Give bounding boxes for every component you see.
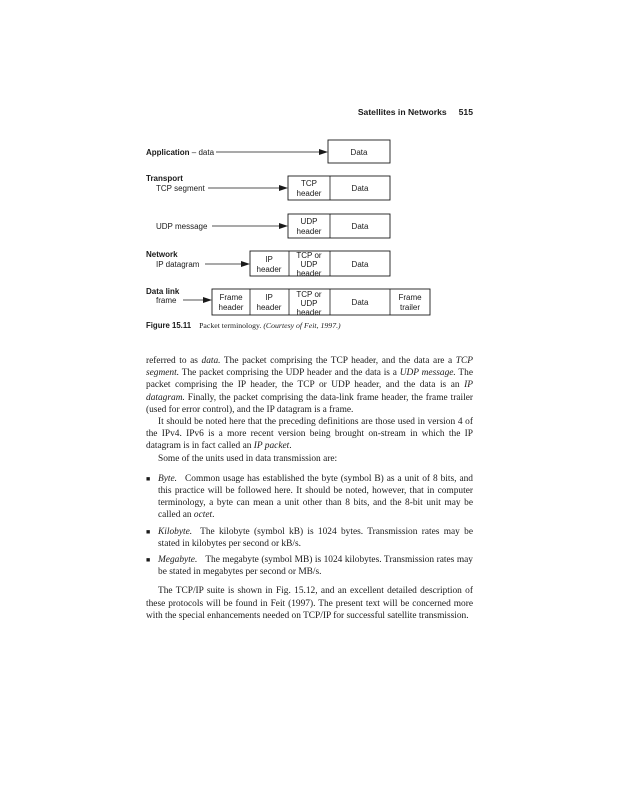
udp-header-line1: UDP <box>300 217 318 226</box>
udp-arrowhead <box>279 223 288 229</box>
frame-tcp-udp-line3: header <box>296 308 322 317</box>
ip-data-text: Data <box>351 260 369 269</box>
units-list <box>146 473 473 579</box>
tcp-header-line2: header <box>296 189 322 198</box>
frame-arrowhead <box>203 297 212 303</box>
tcp-data-text: Data <box>351 184 369 193</box>
application-layer-label: Application – data <box>146 148 215 157</box>
tcp-segment-label: TCP segment <box>156 184 205 193</box>
transport-layer-label: Transport <box>146 174 183 183</box>
paragraph-1: referred to as data. The packet comprising the TCP header, and the data are a TCP segment. The packet comprising the UDP header and the data is a UDP message. The packet comprising the IP header, the TCP or UDP header, and the data is an IP datagram. Finally, the packet comprising the data-link frame header, the frame trailer (used for error control), and the IP datagram is a frame. <box>146 356 473 415</box>
udp-message-label: UDP message <box>156 222 208 231</box>
paragraph-4: The TCP/IP suite is shown in Fig. 15.12, and an excellent detailed description of these protocols will be found in Feit (1997). The present text will be concerned more with the special enhancements needed on TCP/IP for successful satellite transmission. <box>146 586 473 621</box>
frame-tcp-udp-line1: TCP or <box>296 290 322 299</box>
frame-data-text: Data <box>351 298 369 307</box>
ip-tcp-udp-line2: UDP <box>300 260 318 269</box>
page-number: 515 <box>458 107 473 117</box>
figure-caption-text: Packet terminology. <box>199 321 262 330</box>
ip-header-line2: header <box>256 265 282 274</box>
udp-data-text: Data <box>351 222 369 231</box>
frame-trailer-line2: trailer <box>399 303 421 312</box>
figure-label: Figure 15.11 <box>146 321 192 330</box>
square-bullet-icon: ■ <box>146 527 151 536</box>
ip-tcp-udp-line3: header <box>296 269 322 278</box>
frame-trailer-line1: Frame <box>398 293 422 302</box>
frame-ip-header-line1: IP <box>265 293 273 302</box>
ip-arrowhead <box>241 261 250 267</box>
frame-ip-header-line2: header <box>256 303 282 312</box>
packet-terminology-diagram <box>0 0 617 340</box>
application-data-text: Data <box>350 148 368 157</box>
network-layer-label: Network <box>146 250 178 259</box>
udp-header-line2: header <box>296 227 322 236</box>
body-text <box>146 355 473 622</box>
frame-label: frame <box>156 296 177 305</box>
tcp-header-line1: TCP <box>301 179 317 188</box>
running-title: Satellites in Networks <box>357 107 447 117</box>
frame-header-line1: Frame <box>219 293 243 302</box>
list-item: ■ Byte. Common usage has established the byte (symbol B) as a unit of 8 bits, and this practice will be followed here. It should be noted, however, that in computer terminology, a byte can mean a unit other than 8 bits, and the 8-bit unit may be called an octet. <box>146 473 473 521</box>
list-item: ■ Kilobyte. The kilobyte (symbol kB) is 1024 bytes. Transmission rates may be stated in kilobytes per second or kB/s. <box>146 526 473 549</box>
application-arrowhead <box>319 149 328 155</box>
square-bullet-icon: ■ <box>146 556 151 565</box>
ip-datagram-label: IP datagram <box>156 260 200 269</box>
paragraph-2: It should be noted here that the preceding definitions are those used in version 4 of the IPv4. IPv6 is a more recent version being brought on-stream in which the IP datagram is in fact called an IP packet. <box>146 417 473 452</box>
frame-tcp-udp-line2: UDP <box>300 299 318 308</box>
data-link-layer-label: Data link <box>146 287 180 296</box>
list-item: ■ Megabyte. The megabyte (symbol MB) is 1024 kilobytes. Transmission rates may be stated in megabytes per second or MB/s. <box>146 555 473 578</box>
ip-tcp-udp-line1: TCP or <box>296 251 322 260</box>
tcp-arrowhead <box>279 185 288 191</box>
square-bullet-icon: ■ <box>146 474 151 483</box>
ip-header-line1: IP <box>265 255 273 264</box>
frame-header-line2: header <box>218 303 244 312</box>
figure-caption <box>146 321 341 330</box>
figure-credit: (Courtesy of Feit, 1997.) <box>263 321 341 330</box>
paragraph-3: Some of the units used in data transmission are: <box>158 453 338 464</box>
